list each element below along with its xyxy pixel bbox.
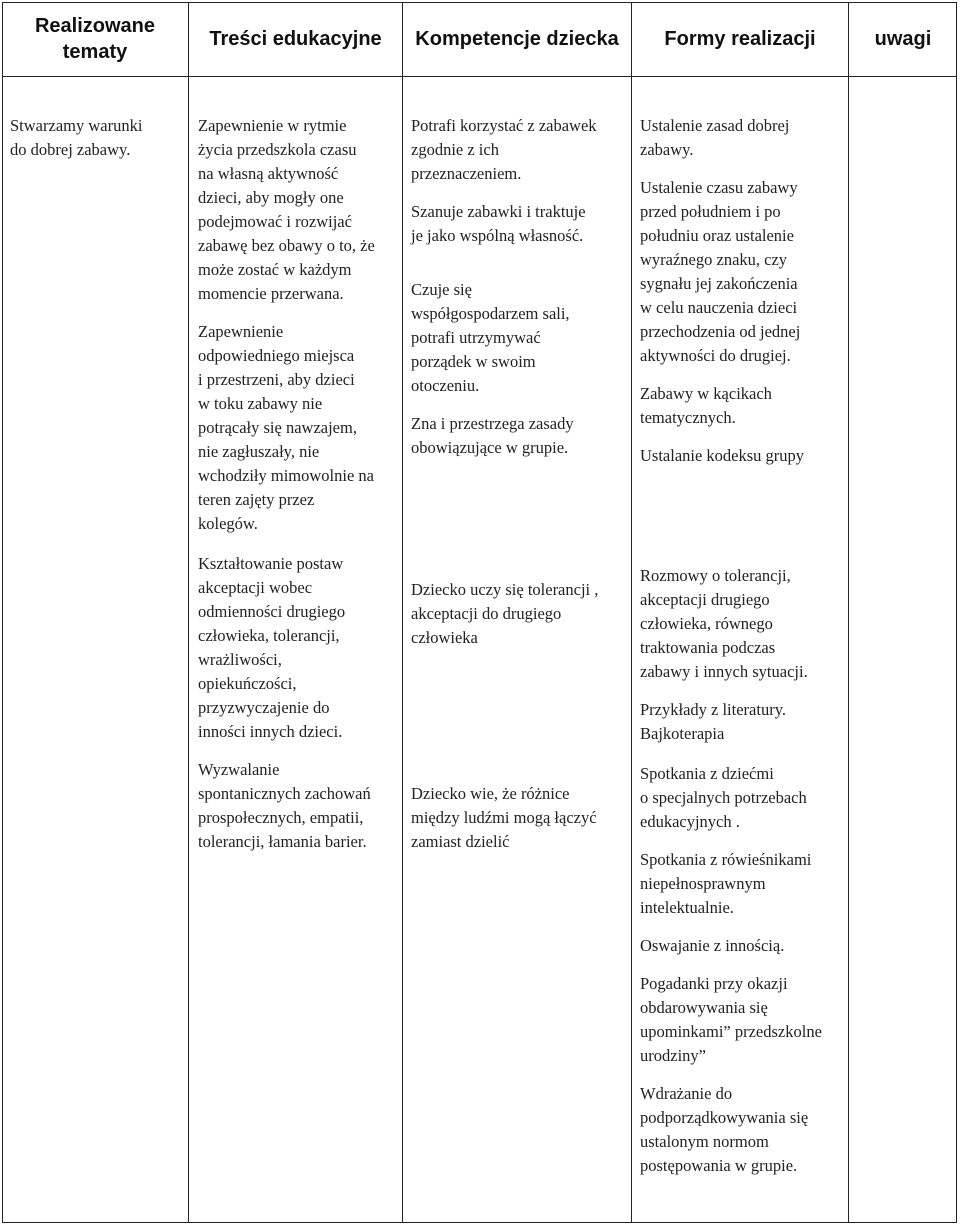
content-paragraph: Zapewnienie odpowiedniego miejsca i przestrzeni, aby dzieci w toku zabawy nie potrącały się nawzajem, nie zagłuszały, nie wchodziły mimowolnie na teren zajęty przez kolegów.	[198, 322, 374, 533]
form-paragraph: Przykłady z literatury. Bajkoterapia	[640, 700, 787, 743]
competence-paragraph: Czuje się współgospodarzem sali, potrafi utrzymywać porządek w swoim otoczeniu.	[411, 280, 570, 395]
content-cell	[198, 758, 400, 854]
form-paragraph: Spotkania z dziećmi o specjalnych potrzebach edukacyjnych .	[640, 764, 807, 831]
competences-cell	[411, 578, 629, 650]
form-paragraph: Wdrażanie do podporządkowywania się ustalonym normom postępowania w grupie.	[640, 1084, 809, 1175]
content-paragraph: Wyzwalanie spontanicznych zachowań prospołecznych, empatii, tolerancji, łamania barier.	[198, 760, 371, 851]
content-cell	[198, 114, 400, 536]
competence-paragraph: Potrafi korzystać z zabawek zgodnie z ich przeznaczeniem.	[411, 116, 597, 183]
column-divider	[848, 2, 849, 1223]
column-divider	[188, 2, 189, 1223]
form-paragraph: Zabawy w kącikach tematycznych.	[640, 384, 772, 427]
form-paragraph: Rozmowy o tolerancji, akceptacji drugiego człowieka, równego traktowania podczas zabawy i innych sytuacji.	[640, 566, 808, 681]
form-paragraph: Ustalenie czasu zabawy przed południem i po południu oraz ustalenie wyraźnego znaku, czy sygnału jej zakończenia w celu nauczenia dzieci przechodzenia od jednej aktywności do drugiej.	[640, 178, 801, 365]
column-divider	[631, 2, 632, 1223]
header-forms: Formy realizacji	[664, 27, 816, 50]
content-paragraph: Kształtowanie postaw akceptacji wobec odmienności drugiego człowieka, tolerancji, wrażliwości, opiekuńczości, przyzwyczajenie do inności innych dzieci.	[198, 554, 346, 741]
header-content: Treści edukacyjne	[209, 27, 382, 50]
header-competences: Kompetencje dziecka	[415, 27, 619, 50]
competence-paragraph: Zna i przestrzega zasady obowiązujące w grupie.	[411, 414, 574, 457]
form-paragraph: Ustalenie zasad dobrej zabawy.	[640, 116, 790, 159]
competence-paragraph: Szanuje zabawki i traktuje je jako wspólną własność.	[411, 202, 586, 245]
topic-cell	[10, 114, 186, 162]
header-divider	[2, 76, 957, 77]
forms-cell	[640, 762, 846, 1178]
forms-cell	[640, 114, 846, 468]
column-divider	[402, 2, 403, 1223]
header-topics: Realizowane tematy	[34, 14, 156, 63]
forms-cell	[640, 564, 846, 746]
competence-paragraph: Dziecko wie, że różnice między ludźmi mogą łączyć zamiast dzielić	[411, 784, 597, 851]
competences-cell	[411, 114, 629, 460]
form-paragraph: Spotkania z rówieśnikami niepełnosprawnym intelektualnie.	[640, 850, 812, 917]
content-cell	[198, 552, 400, 744]
form-paragraph: Oswajanie z innością.	[640, 936, 785, 955]
form-paragraph: Pogadanki przy okazji obdarowywania się upominkami” przedszkolne urodziny”	[640, 974, 822, 1065]
form-paragraph: Ustalanie kodeksu grupy	[640, 446, 805, 465]
topic-text: Stwarzamy warunki do dobrej zabawy.	[10, 116, 143, 159]
competences-cell	[411, 782, 629, 854]
competence-paragraph: Dziecko uczy się tolerancji , akceptacji do drugiego człowieka	[411, 580, 599, 647]
content-paragraph: Zapewnienie w rytmie życia przedszkola czasu na własną aktywność dzieci, aby mogły one podejmować i rozwijać zabawę bez obawy o to, że może zostać w każdym momencie przerwana.	[198, 116, 375, 303]
header-notes: uwagi	[874, 27, 932, 50]
